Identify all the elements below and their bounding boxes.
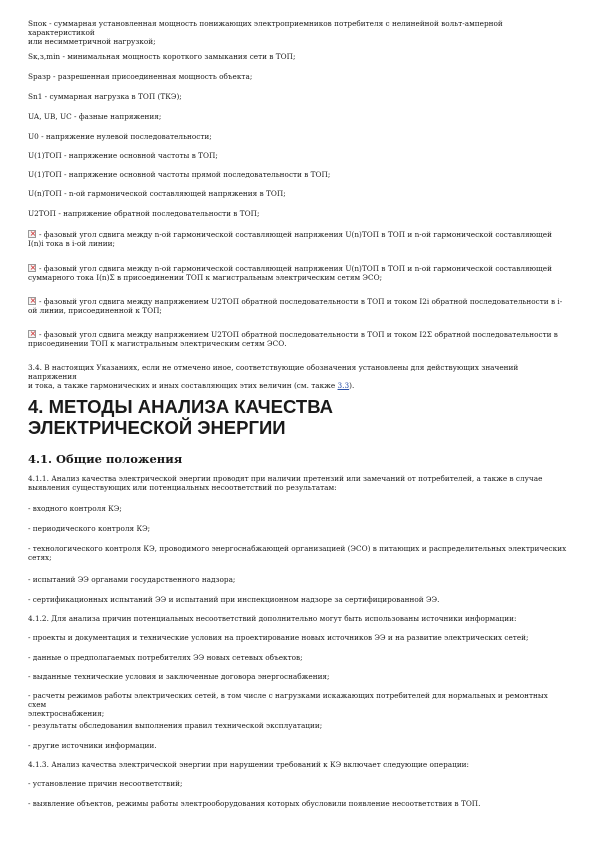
text-line: U(1)ТОП - напряжение основной частоты прямой последовательности в ТОП; [28, 170, 331, 179]
text-line: - фазовый угол сдвига между напряжением U2ТОП обратной последовательности в ТОП и током I2i обратной последовательности в i- [39, 297, 563, 306]
list-item [28, 692, 568, 718]
note-paragraph [28, 364, 568, 390]
text-line: Sпок - суммарная установленная мощность понижающих электроприемников потребителя с нелинейной вольт-амперной характеристикой [28, 19, 503, 37]
text-line: 4.1.3. Анализ качества электрической энергии при нарушении требований к КЭ включает следующие операции: [28, 760, 470, 769]
text-line: - расчеты режимов работы электрических сетей, в том числе с нагрузками искажающих потребителей для нормальных и ремонтных схем [28, 691, 548, 709]
paragraph [28, 615, 568, 624]
list-item [28, 596, 568, 605]
text-line: 4.1.2. Для анализа причин потенциальных несоответствий дополнительно могут быть использованы источники информации: [28, 614, 517, 623]
list-item [28, 800, 568, 809]
list-item [28, 505, 568, 514]
paragraph [28, 475, 568, 493]
broken-image-icon [28, 230, 36, 238]
symbol-definition [28, 93, 568, 102]
text-line: Sn1 - суммарная нагрузка в ТОП (ТКЭ); [28, 92, 182, 101]
list-item [28, 545, 568, 563]
list-item [28, 634, 568, 643]
text-line: - установление причин несоответствий; [28, 779, 183, 788]
text-line: ой линии, присоединенной к ТОП; [28, 305, 162, 315]
symbol-definition [28, 210, 568, 219]
text-line: - фазовый угол сдвига между напряжением U2ТОП обратной последовательности в ТОП и током I2Σ обратной последовательности в [39, 330, 558, 339]
broken-image-icon [28, 264, 36, 272]
text-line: сетях; [28, 552, 52, 562]
symbol-definition [28, 20, 568, 46]
text-line: - данные о предполагаемых потребителях ЭЭ новых сетевых объектов; [28, 653, 303, 662]
text-segment: ). [349, 380, 355, 390]
text-line: - выявление объектов, режимы работы электрооборудования которых обусловили появление несоответствия в ТОП. [28, 799, 481, 808]
list-item [28, 722, 568, 731]
symbol-definition [28, 152, 568, 161]
list-item [28, 780, 568, 789]
text-line: электроснабжения; [28, 708, 105, 718]
symbol-definition [28, 190, 568, 199]
text-line: 3.4. В настоящих Указаниях, если не отмечено иное, соответствующие обозначения установлены для действующих значений напряжения [28, 363, 519, 381]
text-line: Sразр - разрешенная присоединенная мощность объекта; [28, 72, 253, 81]
heading-line: 4. МЕТОДЫ АНАЛИЗА КАЧЕСТВА [28, 396, 333, 417]
text-line: I(n)i тока в i-ой линии; [28, 238, 115, 248]
text-line: - другие источники информации. [28, 741, 157, 750]
phase-angle-definition [28, 264, 568, 283]
text-line [28, 382, 568, 391]
symbol-definition [28, 53, 568, 62]
text-line: - входного контроля КЭ; [28, 504, 122, 513]
list-item [28, 654, 568, 663]
text-line: суммарного тока I(n)Σ в присоединении ТОП к магистральным электрическим сетям ЭСО; [28, 272, 383, 282]
broken-image-icon [28, 330, 36, 338]
text-line: UA, UB, UC - фазные напряжения; [28, 112, 162, 121]
symbol-definition [28, 113, 568, 122]
list-item [28, 576, 568, 585]
text-line: - технологического контроля КЭ, проводимого энергоснабжающей организацией (ЭСО) в питающих и распределительных электрических [28, 544, 567, 553]
text-line: выявления существующих или потенциальных несоответствий по результатам: [28, 482, 337, 492]
section-link[interactable]: 3.3 [337, 380, 350, 390]
subsection-heading: 4.1. Общие положения [28, 452, 183, 466]
text-line: - проекты и документация и технические условия на проектирование новых источников ЭЭ и на развитие электрических сетей; [28, 633, 529, 642]
phase-angle-definition [28, 297, 568, 316]
symbol-definition [28, 171, 568, 180]
text-line: Sк,з,min - минимальная мощность короткого замыкания сети в ТОП; [28, 52, 296, 61]
heading-line: ЭЛЕКТРИЧЕСКОЙ ЭНЕРГИИ [28, 417, 286, 438]
list-item [28, 525, 568, 534]
list-item [28, 673, 568, 682]
text-line: - фазовый угол сдвига между n-ой гармонической составляющей напряжения U(n)ТОП в ТОП и n-ой гармонической составляющей [39, 264, 552, 273]
text-line: U(1)ТОП - напряжение основной частоты в ТОП; [28, 151, 218, 160]
text-line: U0 - напряжение нулевой последовательности; [28, 132, 212, 141]
phase-angle-definition [28, 230, 568, 249]
symbol-definition [28, 133, 568, 142]
text-line: - периодического контроля КЭ; [28, 524, 151, 533]
text-line: - фазовый угол сдвига между n-ой гармонической составляющей напряжения U(n)ТОП в ТОП и n-ой гармонической составляющей [39, 230, 552, 239]
text-line: - испытаний ЭЭ органами государственного надзора; [28, 575, 236, 584]
broken-image-icon [28, 297, 36, 305]
text-line: присоединении ТОП к магистральным электрическим сетям ЭСО. [28, 338, 287, 348]
text-line: U(n)ТОП - n-ой гармонической составляющей напряжения в ТОП; [28, 189, 286, 198]
section-heading [28, 396, 568, 438]
text-line: или несимметричной нагрузкой; [28, 36, 156, 46]
text-line: - результаты обследования выполнения правил технической эксплуатации; [28, 721, 323, 730]
text-line: - выданные технические условия и заключенные договора энергоснабжения; [28, 672, 330, 681]
text-line: U2ТОП - напряжение обратной последовательности в ТОП; [28, 209, 260, 218]
text-segment: и тока, а также гармонических и иных составляющих этих величин (см. также [28, 380, 338, 390]
paragraph [28, 761, 568, 770]
phase-angle-definition [28, 330, 568, 349]
list-item [28, 742, 568, 751]
text-line: 4.1.1. Анализ качества электрической энергии проводят при наличии претензий или замечаний от потребителей, а также в случае [28, 474, 543, 483]
text-line: - сертификационных испытаний ЭЭ и испытаний при инспекционном надзоре за сертифицированной ЭЭ. [28, 595, 440, 604]
symbol-definition [28, 73, 568, 82]
